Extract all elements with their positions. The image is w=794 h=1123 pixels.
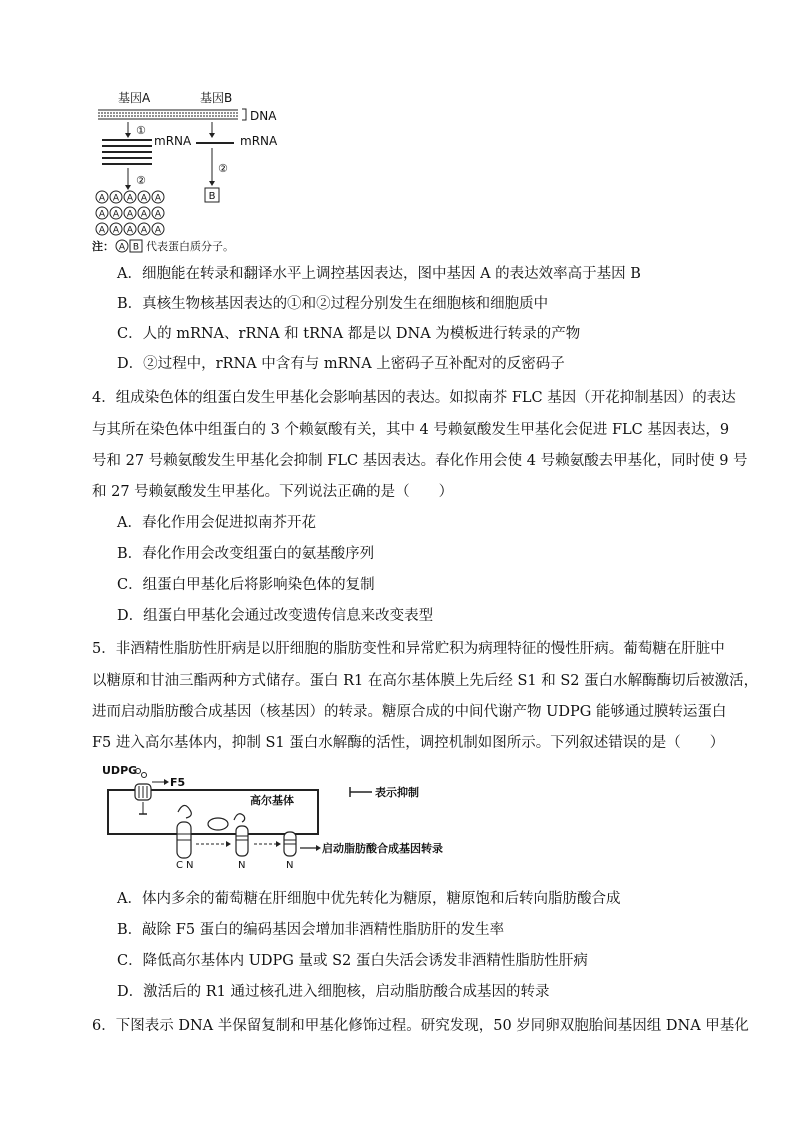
q5-option-d: D．激活后的 R1 通过核孔进入细胞核，启动脂肪酸合成基因的转录 bbox=[117, 984, 550, 1000]
golgi-label: 高尔基体 bbox=[250, 794, 294, 807]
gene-b-label: 基因B bbox=[200, 91, 233, 105]
q4-stem-line-3: 号和 27 号赖氨酸发生甲基化会抑制 FLC 基因表达。春化作用会使 4 号赖氨酸去甲基化，同时使 9 号 bbox=[92, 453, 748, 469]
q4-option-b: B．春化作用会改变组蛋白的氨基酸序列 bbox=[117, 546, 375, 562]
q3-option-c: C．人的 mRNA、rRNA 和 tRNA 都是以 DNA 为模板进行转录的产物 bbox=[117, 326, 581, 342]
q5-stem-line-3: 进而启动脂肪酸合成基因（核基因）的转录。糖原合成的中间代谢产物 UDPG 能够通过膜转运蛋白 bbox=[92, 704, 727, 720]
q4-option-a: A．春化作用会促进拟南芥开花 bbox=[117, 515, 316, 531]
q5-option-a: A．体内多余的葡萄糖在肝细胞中优先转化为糖原，糖原饱和后转向脂肪酸合成 bbox=[117, 891, 621, 907]
svg-text:A: A bbox=[98, 225, 106, 236]
svg-text:A: A bbox=[112, 209, 120, 220]
svg-text:A: A bbox=[154, 225, 162, 236]
svg-text:B: B bbox=[132, 242, 140, 253]
udpg-label: UDPG bbox=[102, 764, 138, 777]
protein-a-circles bbox=[96, 191, 164, 236]
q4-option-d: D．组蛋白甲基化会通过改变遗传信息来改变表型 bbox=[117, 608, 434, 624]
svg-text:A: A bbox=[126, 193, 134, 204]
s1-protease bbox=[178, 805, 191, 818]
svg-text:A: A bbox=[112, 225, 120, 236]
svg-text:A: A bbox=[154, 209, 162, 220]
svg-text:A: A bbox=[118, 242, 126, 253]
svg-text:A: A bbox=[140, 209, 148, 220]
step-2-left-label: ② bbox=[136, 174, 146, 187]
svg-text:A: A bbox=[140, 193, 148, 204]
q4-stem-line-1: 4．组成染色体的组蛋白发生甲基化会影响基因的表达。如拟南芥 FLC 基因（开花抑制基因）的表达 bbox=[92, 390, 736, 406]
r1-c-label: C bbox=[176, 860, 183, 871]
q5-stem-line-1: 5．非酒精性脂肪性肝病是以肝细胞的脂肪变性和异常贮积为病理特征的慢性肝病。葡萄糖在肝脏中 bbox=[92, 641, 725, 657]
svg-text:A: A bbox=[112, 193, 120, 204]
svg-text:A: A bbox=[126, 225, 134, 236]
gene-a-label: 基因A bbox=[118, 91, 151, 105]
f5-label: F5 bbox=[170, 776, 186, 789]
mrna-stack-left bbox=[102, 140, 152, 164]
transcription-label: 启动脂肪酸合成基因转录 bbox=[322, 842, 443, 855]
q5-option-c: C．降低高尔基体内 UDPG 量或 S2 蛋白失活会诱发非酒精性脂肪性肝病 bbox=[117, 953, 588, 969]
note-prefix: 注： bbox=[92, 240, 114, 253]
q4-stem-line-4: 和 27 号赖氨酸发生甲基化。下列说法正确的是（ ） bbox=[92, 484, 454, 500]
golgi-regulation-figure bbox=[100, 762, 480, 872]
svg-text:A: A bbox=[140, 225, 148, 236]
q4-stem-line-2: 与其所在染色体中组蛋白的 3 个赖氨酸有关，其中 4 号赖氨酸发生甲基化会促进 FLC 基因表达，9 bbox=[92, 422, 730, 438]
svg-text:A: A bbox=[126, 209, 134, 220]
s2-protease bbox=[208, 818, 228, 830]
protein-b-symbol: B bbox=[208, 191, 216, 202]
inhibition-legend: 表示抑制 bbox=[375, 786, 419, 799]
dna-strand bbox=[98, 109, 246, 120]
r1-intermediate-n-label: N bbox=[238, 860, 246, 871]
r1-active-n-label: N bbox=[286, 860, 294, 871]
dna-label: DNA bbox=[250, 109, 277, 123]
r1-cleaved-intermediate bbox=[236, 826, 248, 856]
q5-stem-line-2: 以糖原和甘油三酯两种方式储存。蛋白 R1 在高尔基体膜上先后经 S1 和 S2 蛋白水解酶酶切后被激活， bbox=[92, 673, 759, 689]
q4-option-c: C．组蛋白甲基化后将影响染色体的复制 bbox=[117, 577, 375, 593]
q5-stem-line-4: F5 进入高尔基体内，抑制 S1 蛋白水解酶的活性，调控机制如图所示。下列叙述错误的是（ ） bbox=[92, 735, 725, 751]
mrna-right-label: mRNA bbox=[240, 134, 278, 148]
q3-option-a: A．细胞能在转录和翻译水平上调控基因表达，图中基因 A 的表达效率高于基因 B bbox=[117, 266, 641, 282]
r1-n-label: N bbox=[186, 860, 194, 871]
protein-a-symbol: A bbox=[98, 193, 106, 204]
q6-stem-line-1: 6．下图表示 DNA 半保留复制和甲基化修饰过程。研究发现，50 岁同卵双胞胎间基因组 DNA 甲基化 bbox=[92, 1018, 749, 1034]
q3-option-d: D．②过程中，rRNA 中含有与 mRNA 上密码子互补配对的反密码子 bbox=[117, 356, 565, 372]
q5-option-b: B．敲除 F5 蛋白的编码基因会增加非酒精性脂肪肝的发生率 bbox=[117, 922, 505, 938]
svg-text:A: A bbox=[154, 193, 162, 204]
svg-text:A: A bbox=[98, 209, 106, 220]
step-1-label: ① bbox=[136, 124, 146, 137]
step-2-right-label: ② bbox=[218, 162, 228, 175]
gene-expression-figure bbox=[90, 88, 330, 258]
note-text: 代表蛋白质分子。 bbox=[146, 240, 234, 253]
mrna-left-label: mRNA bbox=[154, 134, 192, 148]
q3-option-b: B．真核生物核基因表达的①和②过程分别发生在细胞核和细胞质中 bbox=[117, 296, 549, 312]
